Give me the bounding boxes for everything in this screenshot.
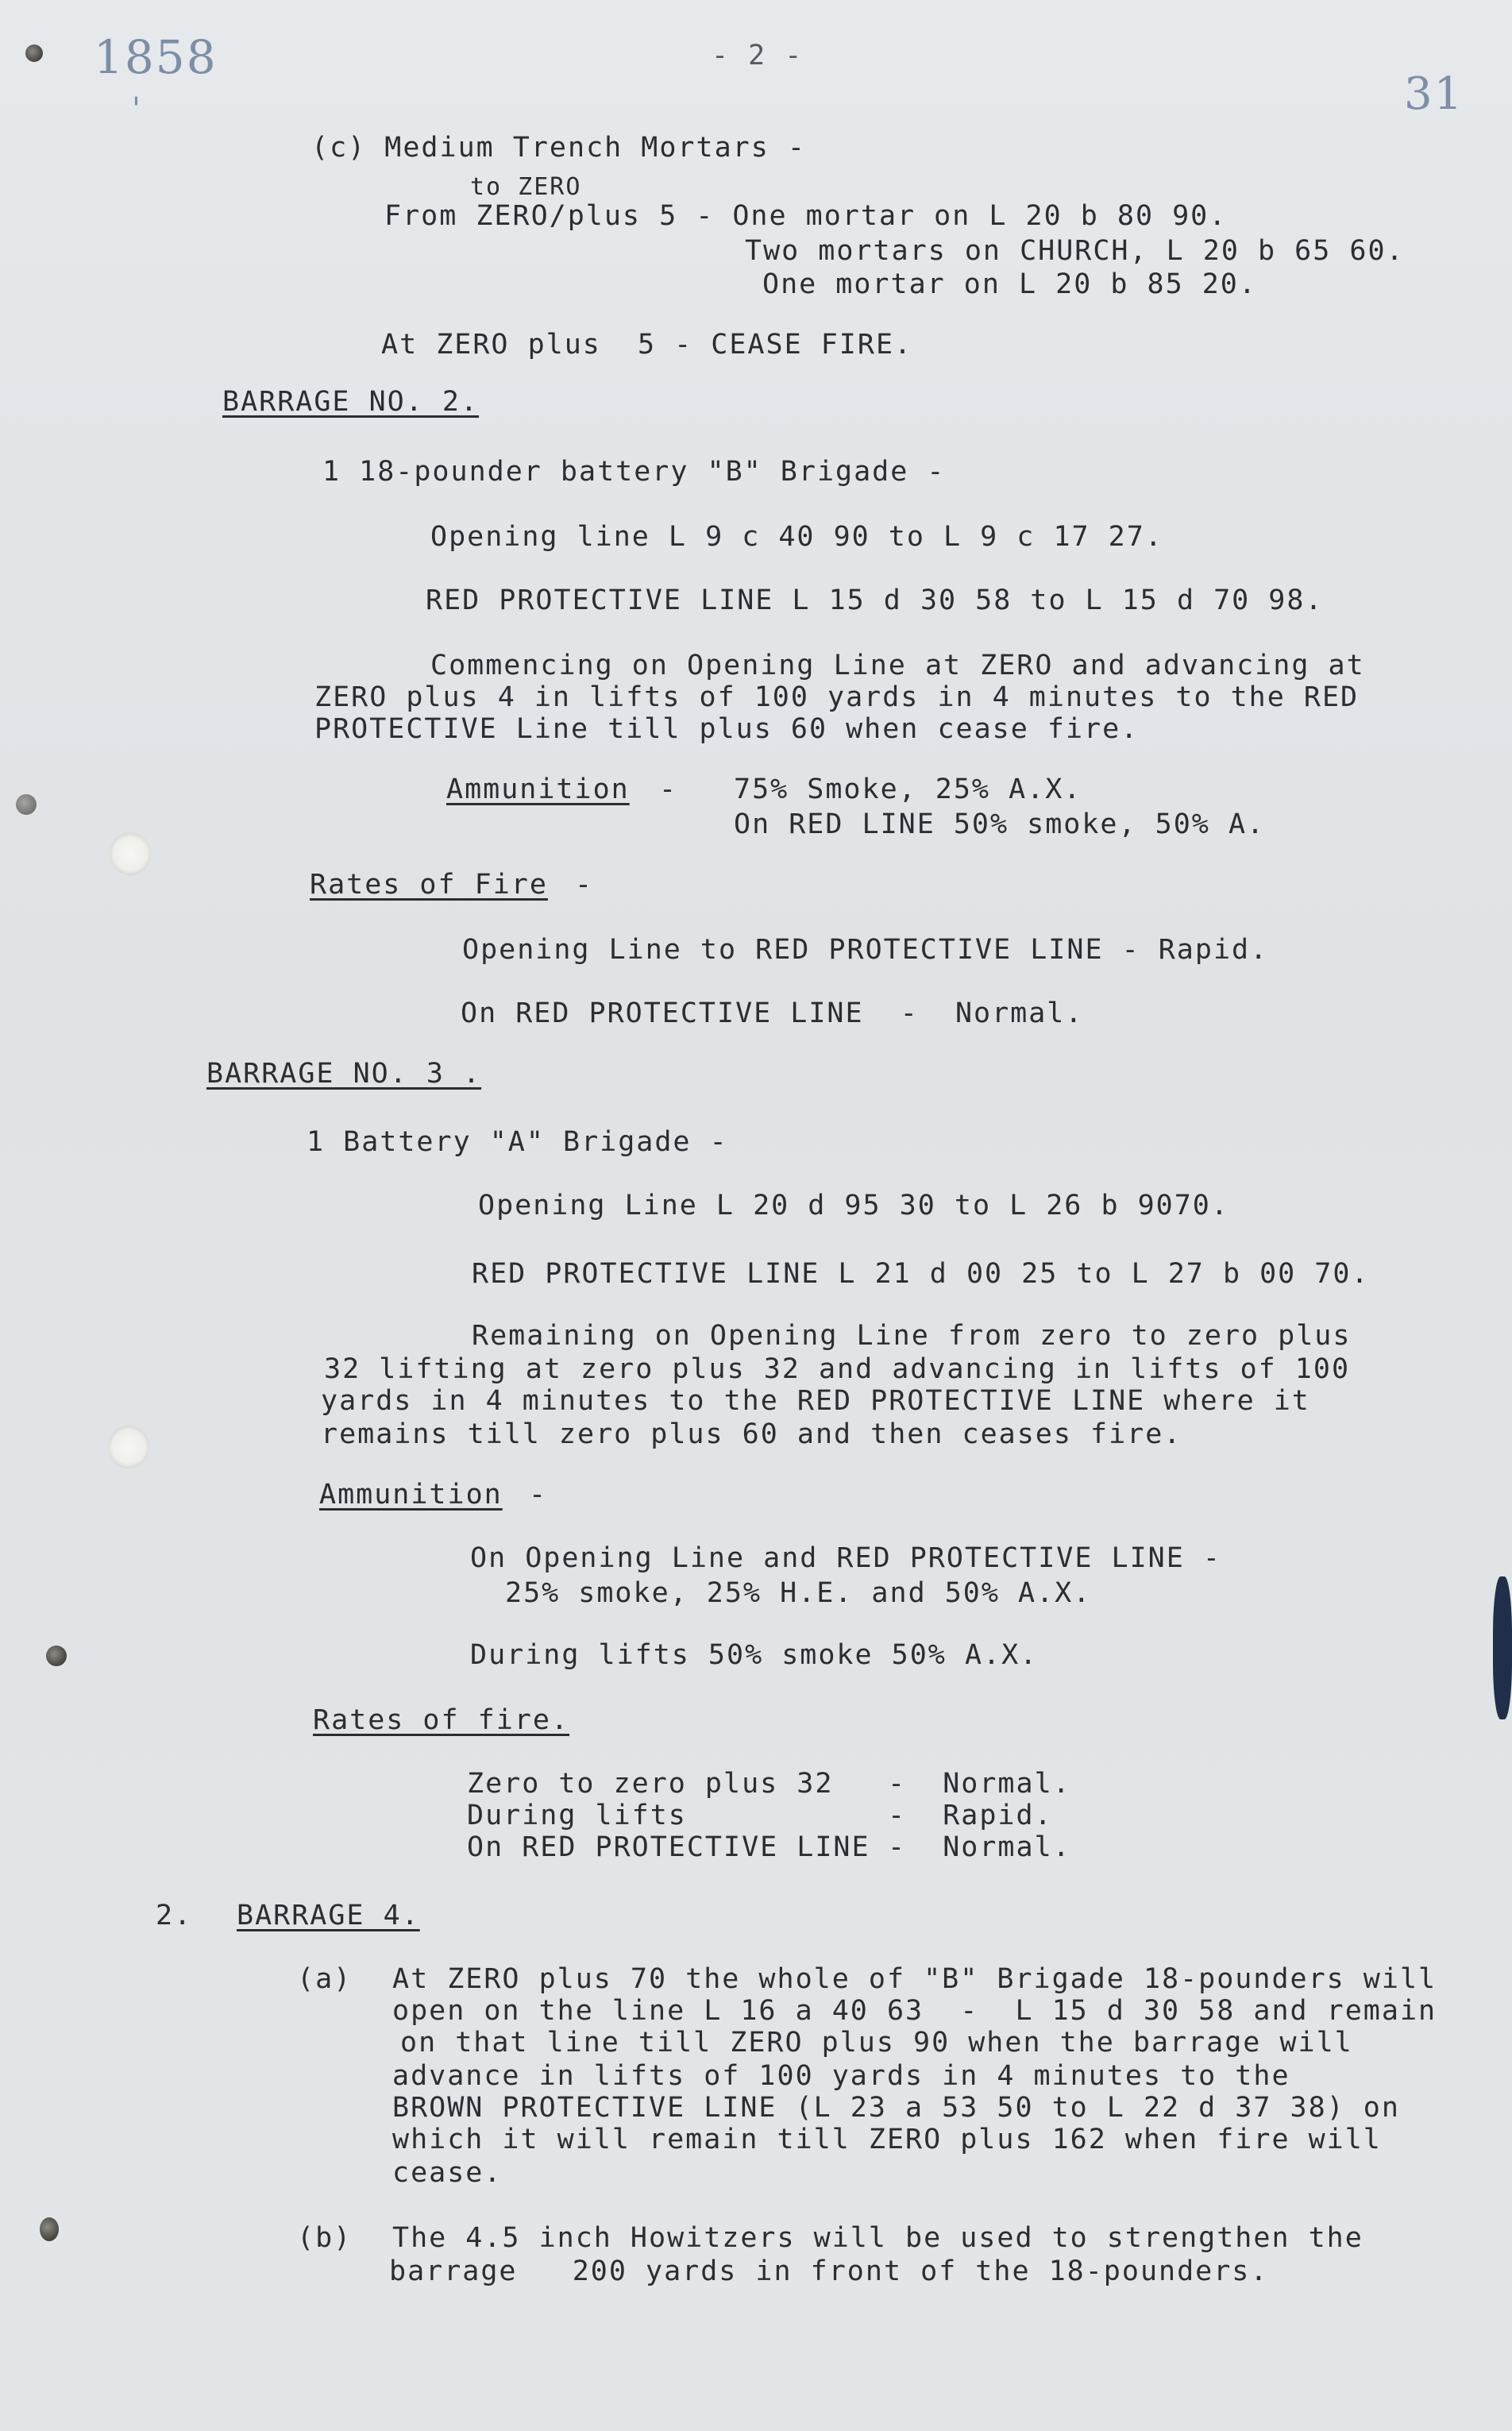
binder-rivet xyxy=(16,794,37,815)
barrage4-a-line6: which it will remain till ZERO plus 162 when fire will xyxy=(392,2124,1382,2155)
barrage3-rates-label: Rates of fire. xyxy=(313,1704,570,1736)
binder-rivet xyxy=(25,44,43,62)
barrage2-heading: BARRAGE NO. 2. xyxy=(222,386,480,418)
binder-rivet xyxy=(46,1646,67,1666)
barrage3-ammo-line3: During lifts 50% smoke 50% A.X. xyxy=(470,1639,1039,1671)
barrage2-rates-dash: - xyxy=(575,869,594,901)
barrage2-ammo-label: Ammunition xyxy=(446,774,630,805)
barrage4-a-line5: BROWN PROTECTIVE LINE (L 23 a 53 50 to L 22 d 37 38) on xyxy=(392,2092,1400,2124)
section-c-line1: From ZERO/plus 5 - One mortar on L 20 b 80 90. xyxy=(384,200,1228,232)
barrage4-a-line3: on that line till ZERO plus 90 when the barrage will xyxy=(400,2027,1353,2059)
section-c-line2: Two mortars on CHURCH, L 20 b 65 60. xyxy=(745,235,1405,267)
barrage3-rate3-value: - Normal. xyxy=(888,1831,1071,1863)
barrage3-para-line4: remains till zero plus 60 and then ceases fire. xyxy=(321,1418,1182,1450)
barrage2-rates-label: Rates of Fire xyxy=(310,869,548,901)
barrage3-opening: Opening Line L 20 d 95 30 to L 26 b 9070. xyxy=(478,1190,1229,1221)
barrage4-a-line7: cease. xyxy=(392,2157,503,2189)
barrage3-para-line1: Remaining on Opening Line from zero to zero plus xyxy=(472,1320,1352,1352)
folio-number: 31 xyxy=(1404,68,1464,120)
barrage3-ammo-line1: On Opening Line and RED PROTECTIVE LINE - xyxy=(470,1542,1221,1574)
punch-hole xyxy=(108,1426,149,1468)
barrage4-b-line1: The 4.5 inch Howitzers will be used to strengthen the xyxy=(392,2222,1364,2254)
barrage2-ammo-dash: - xyxy=(659,774,678,805)
section-c-cease: At ZERO plus 5 - CEASE FIRE. xyxy=(381,329,913,361)
barrage3-ammo-label: Ammunition xyxy=(319,1479,503,1511)
binder-rivet xyxy=(40,2217,59,2241)
section-c-heading: (c) Medium Trench Mortars - xyxy=(311,132,806,164)
barrage3-para-line2: 32 lifting at zero plus 32 and advancing in lifts of 100 xyxy=(324,1353,1351,1385)
ink-blot xyxy=(1493,1576,1512,1719)
barrage3-rate2-value: - Rapid. xyxy=(888,1800,1053,1831)
barrage2-para-line3: PROTECTIVE Line till plus 60 when cease fire. xyxy=(314,713,1140,745)
section-c-insert: to ZERO xyxy=(470,173,582,201)
barrage4-heading: BARRAGE 4. xyxy=(237,1900,420,1931)
barrage4-a-line1: At ZERO plus 70 the whole of "B" Brigade 18-pounders will xyxy=(392,1963,1437,1995)
barrage3-ammo-dash: - xyxy=(529,1479,548,1511)
barrage2-rate-line2: On RED PROTECTIVE LINE - Normal. xyxy=(461,997,1084,1029)
barrage3-rate1-value: - Normal. xyxy=(888,1768,1071,1800)
barrage2-rate-line1: Opening Line to RED PROTECTIVE LINE - Rapid. xyxy=(462,934,1269,966)
barrage2-ammo-line2: On RED LINE 50% smoke, 50% A. xyxy=(734,808,1266,840)
barrage4-b-line2: barrage 200 yards in front of the 18-pounders. xyxy=(389,2255,1269,2287)
file-number: 1858 xyxy=(94,30,218,84)
barrage3-para-line3: yards in 4 minutes to the RED PROTECTIVE LINE where it xyxy=(321,1385,1310,1417)
barrage2-para-line2: ZERO plus 4 in lifts of 100 yards in 4 minutes to the RED xyxy=(314,681,1360,713)
barrage3-ammo-line2: 25% smoke, 25% H.E. and 50% A.X. xyxy=(505,1577,1092,1609)
barrage2-unit: 1 18-pounder battery "B" Brigade - xyxy=(322,456,946,488)
page-mark: - 2 - xyxy=(712,40,804,71)
barrage3-heading: BARRAGE NO. 3 . xyxy=(206,1058,482,1090)
barrage3-red-line: RED PROTECTIVE LINE L 21 d 00 25 to L 27 b 00 70. xyxy=(472,1258,1370,1290)
barrage3-unit: 1 Battery "A" Brigade - xyxy=(307,1126,728,1158)
section-c-line3: One mortar on L 20 b 85 20. xyxy=(762,268,1257,300)
barrage4-a-line4: advance in lifts of 100 yards in 4 minutes to the xyxy=(392,2060,1290,2092)
barrage2-ammo-line1: 75% Smoke, 25% A.X. xyxy=(734,774,1082,805)
barrage2-red-line: RED PROTECTIVE LINE L 15 d 30 58 to L 15 d 70 98. xyxy=(426,585,1324,616)
punch-hole xyxy=(110,832,151,875)
barrage4-a-marker: (a) xyxy=(297,1963,353,1995)
barrage2-para-line1: Commencing on Opening Line at ZERO and advancing at xyxy=(430,650,1365,681)
barrage3-rate2-label: During lifts xyxy=(467,1800,687,1831)
barrage4-number: 2. xyxy=(156,1900,193,1931)
barrage3-rate3-label: On RED PROTECTIVE LINE xyxy=(467,1831,870,1863)
barrage2-opening: Opening line L 9 c 40 90 to L 9 c 17 27. xyxy=(430,521,1163,553)
barrage4-b-marker: (b) xyxy=(297,2222,353,2254)
tick-mark: ' xyxy=(132,91,142,128)
barrage3-rate1-label: Zero to zero plus 32 xyxy=(467,1768,834,1800)
barrage4-a-line2: open on the line L 16 a 40 63 - L 15 d 30 58 and remain xyxy=(392,1995,1437,2027)
